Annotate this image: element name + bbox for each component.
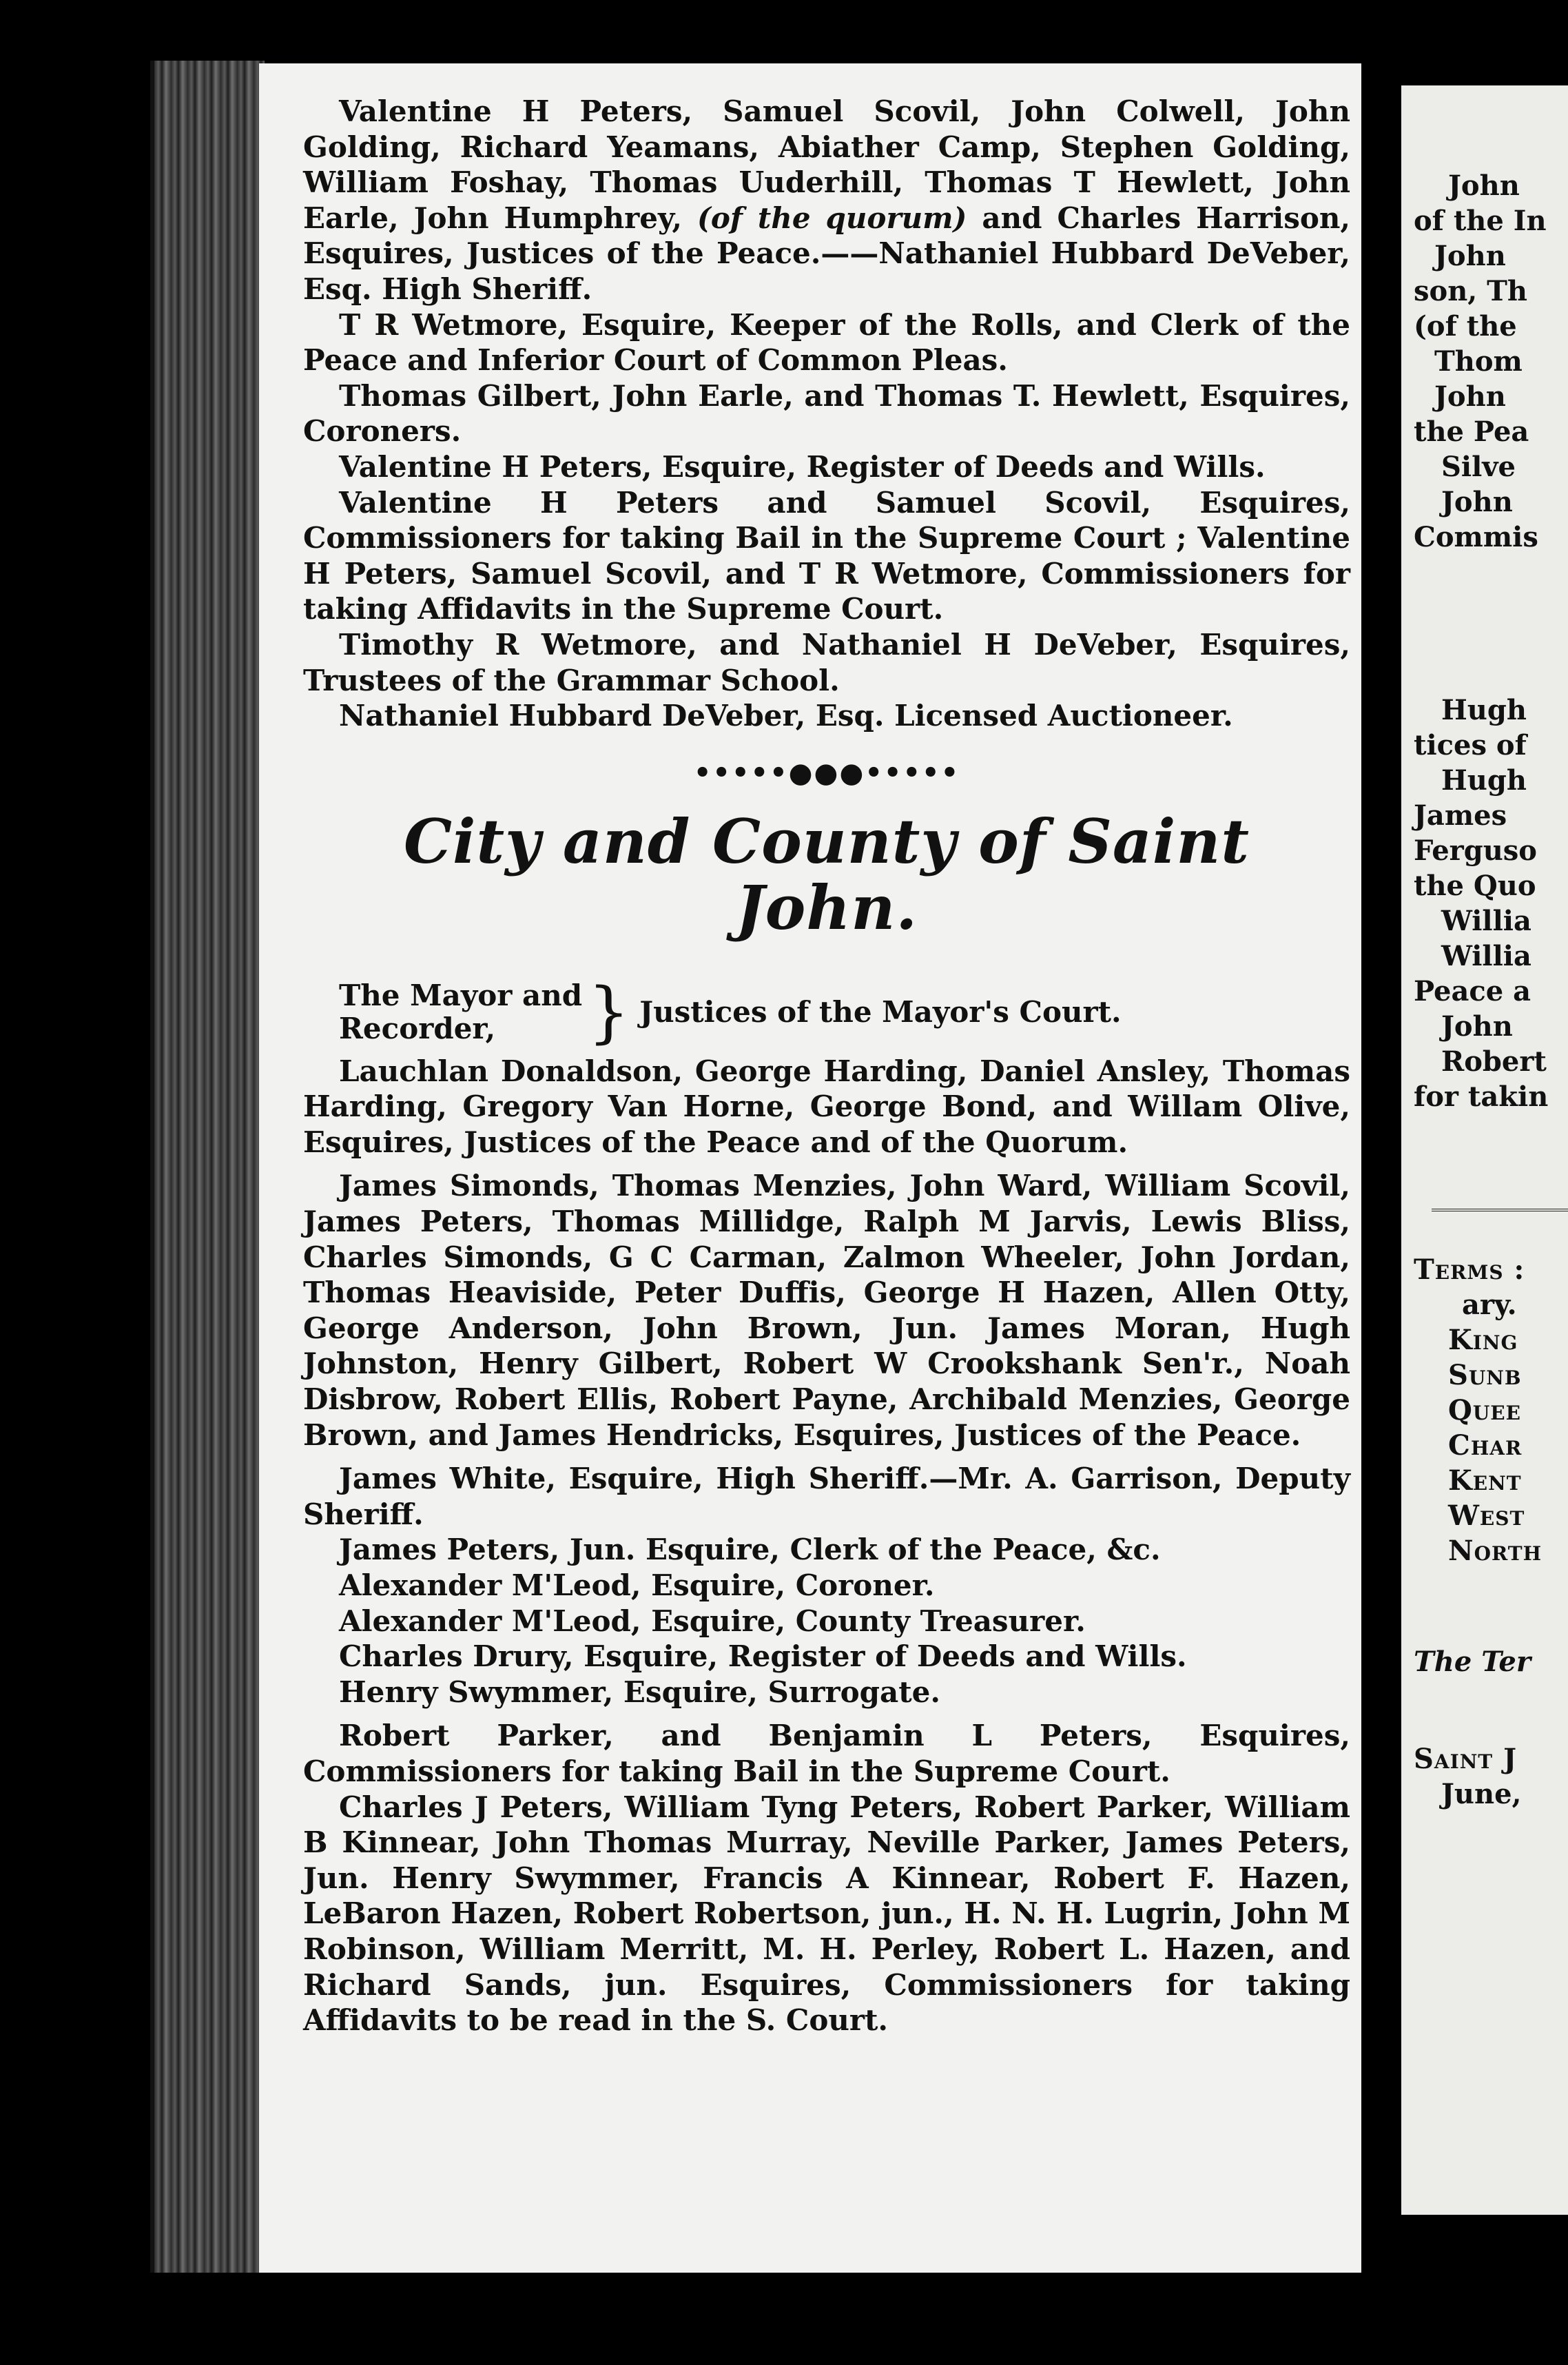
fragment: tices of [1414,729,1527,761]
fragment: The Ter [1414,1646,1531,1678]
paragraph-clerk: James Peters, Jun. Esquire, Clerk of the Peace, &c. [339,1533,1161,1567]
fragment: John [1441,486,1513,518]
fragment: of the In [1414,205,1547,237]
fragment: son, Th [1414,275,1527,307]
spacer [1414,1568,1568,1644]
paragraph-justices [303,94,1350,307]
fragment: (of the [1414,310,1517,342]
county-fragment: North [1448,1535,1543,1567]
fragment: Willia [1441,940,1531,972]
left-page-text [303,94,1350,2038]
spacer [1414,555,1568,693]
paragraph-trustees: Timothy R Wetmore, and Nathaniel H DeVeber, Esquires, Trustees of the Grammar School. [303,627,1350,697]
county-fragment: Sunb [1448,1359,1522,1391]
paragraph-peace-justices: James Simonds, Thomas Menzies, John Ward, William Scovil, James Peters, Thomas Millidge, Ralph M Jarvis, Lewis Bliss, Charles Simonds, G C Carman, Zalmon Wheeler, John Jordan, Thomas Heaviside, Peter Duffis, George H Hazen, Allen Otty, George Anderson, John Brown, Jun. James Moran, Hugh Johnston, Henry Gilbert, Robert W Crookshank Sen'r., Noah Disbrow, Robert Ellis, Robert Payne, Archibald Menzies, George Brown, and James Hendricks, Esquires, Justices of the Peace. [303,1169,1350,1452]
fragment: Saint J [1414,1743,1517,1775]
book-spine-shadow [150,61,265,2273]
paragraph-sheriff: James White, Esquire, High Sheriff.—Mr. A. Garrison, Deputy Sheriff. [303,1462,1350,1531]
county-fragment: Quee [1448,1394,1521,1426]
brace-symbol: } [588,973,630,1051]
fragment: James [1414,799,1507,832]
paragraph-commissioners: Valentine H Peters and Samuel Scovil, Esquires, Commissioners for taking Bail in the Supreme Court ; Valentine H Peters, Samuel Scovil, and T R Wetmore, Commissioners for taking Affidavits in the Supreme Court. [303,485,1350,626]
county-fragment: King [1448,1324,1518,1356]
fragment: Hugh [1441,694,1527,726]
page-gutter [1361,0,1401,2365]
fragment: ary. [1462,1289,1517,1321]
recorder-line: Recorder, [339,1011,496,1045]
paragraph-coroners: Thomas Gilbert, John Earle, and Thomas T. Hewlett, Esquires, Coroners. [303,378,1350,449]
fragment: Thom [1434,345,1523,378]
fragment: John [1441,1010,1513,1043]
paragraph-register: Valentine H Peters, Esquire, Register of Deeds and Wills. [339,449,1266,484]
paragraph-affidavit-commissioners: Charles J Peters, William Tyng Peters, Robert Parker, William B Kinnear, John Thomas Murray, Neville Parker, James Peters, Jun. Henry Swymmer, Francis A Kinnear, Robert F. Hazen, LeBaron Hazen, Robert Robertson, jun., H. N. H. Lugrin, John M Robinson, William Merritt, M. H. Perley, Robert L. Hazen, and Richard Sands, jun. Esquires, Commissioners for taking Affidavits to be read in the S. Court. [303,1790,1350,2038]
paragraph-quorum-justices: Lauchlan Donaldson, George Harding, Daniel Ansley, Thomas Harding, Gregory Van Horne, George Bond, and Willam Olive, Esquires, Justices of the Peace and of the Quorum. [303,1054,1350,1159]
mayor-line: The Mayor and [339,978,583,1012]
paragraph-treasurer: Alexander M'Leod, Esquire, County Treasurer. [339,1604,1086,1638]
county-fragment: Kent [1448,1464,1522,1497]
fragment: John [1434,380,1506,413]
county-fragment: West [1448,1499,1525,1532]
ornament-divider: •••••●●●••••• [693,756,960,789]
fragment: Hugh [1441,764,1527,797]
paragraph-tail: and Charles Harrison, Esquires, Justices of the Peace.——Nathaniel Hubbard DeVeber, Esq. High Sheriff. [303,201,1351,306]
county-fragment: Char [1448,1429,1523,1462]
fragment: Ferguso [1414,835,1537,867]
paragraph-deeds: Charles Drury, Esquire, Register of Deeds and Wills. [339,1639,1187,1674]
terms-label: Terms : [1414,1253,1525,1286]
paragraph-coroner: Alexander M'Leod, Esquire, Coroner. [339,1568,935,1602]
fragment: John [1448,170,1520,202]
fragment: Silve [1441,451,1516,483]
fragment: Willia [1441,905,1531,937]
section-rule [1432,1209,1568,1217]
fragment: for takin [1414,1081,1549,1113]
fragment: June, [1441,1778,1522,1810]
paragraph-text: Valentine H Peters, Samuel Scovil, John Colwell, John Golding, Richard Yeamans, Abiather Camp, Stephen Golding, William Foshay, Thomas Uuderhill, Thomas T Hewlett, John Earle, John Humphrey, [303,94,1350,235]
paragraph-keeper: T R Wetmore, Esquire, Keeper of the Rolls, and Clerk of the Peace and Inferior Court of Common Pleas. [303,307,1350,378]
right-page [1401,85,1568,2215]
left-page [259,63,1361,2273]
spacer [1414,1114,1568,1252]
fragment: Commis [1414,521,1538,553]
section-heading: City and County of Saint John. [404,805,1250,943]
fragment: the Quo [1414,870,1536,902]
right-page-text [1414,168,1568,1812]
mayor-recorder [339,979,582,1045]
mayor-court-label: Justices of the Mayor's Court. [639,994,1122,1029]
paragraph-surrogate: Henry Swymmer, Esquire, Surrogate. [339,1675,940,1709]
spacer [1414,1679,1568,1741]
quorum-italic: (of the quorum) [697,201,967,235]
fragment: Peace a [1414,975,1531,1007]
fragment: Robert [1441,1045,1547,1078]
paragraph-bail-commissioners: Robert Parker, and Benjamin L Peters, Esquires, Commissioners for taking Bail in the Supreme Court. [303,1719,1350,1788]
fragment: John [1434,240,1506,272]
fragment: the Pea [1414,416,1529,448]
mayor-court-entry [339,973,1350,1051]
paragraph-auctioneer: Nathaniel Hubbard DeVeber, Esq. Licensed Auctioneer. [339,699,1233,733]
